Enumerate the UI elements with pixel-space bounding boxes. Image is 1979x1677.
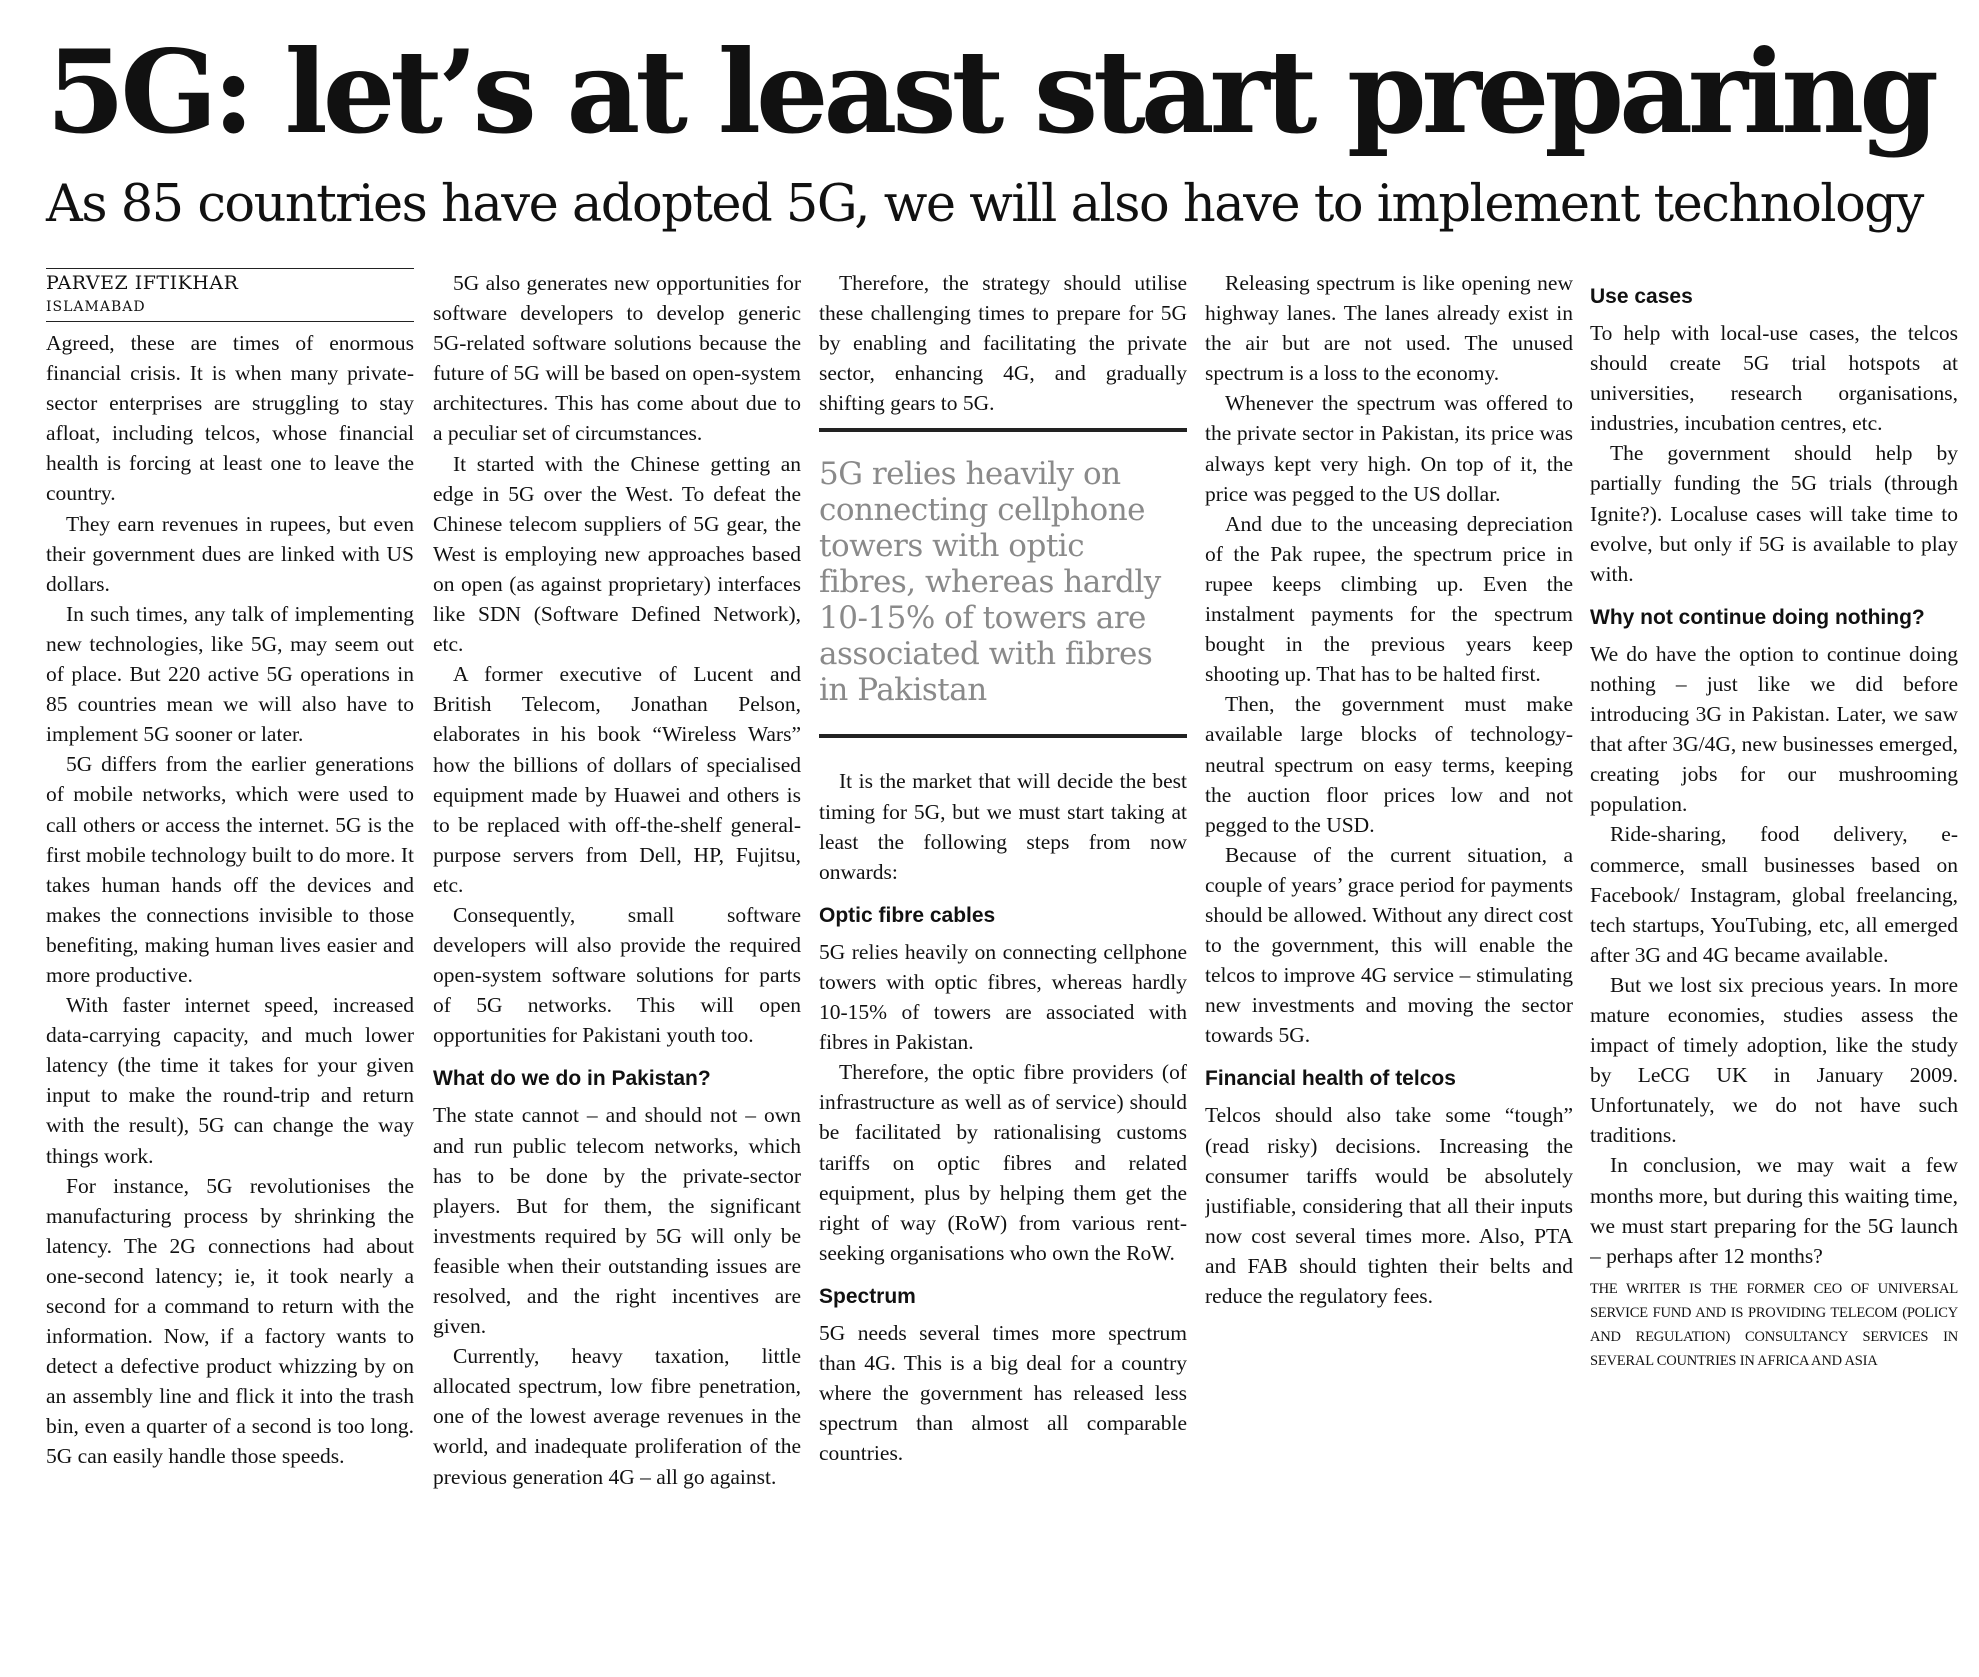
paragraph: The state cannot – and should not – own and run public telecom networks, which has to be done by the private-sector players. But for them, the significant investments required by 5G will only be feasible when their outstanding issues are resolved, and the right incentives are given.	[433, 1103, 801, 1339]
paragraph: Currently, heavy taxation, little allocated spectrum, low fibre penetration, one of the lowest average revenues in the world, and inadequate proliferation of the previous generation 4G – all go against.	[433, 1344, 801, 1489]
paragraph: 5G differs from the earlier generations of mobile networks, which were used to call others or access the internet. 5G is the first mobile technology built to do more. It takes human hands off the devices and makes the connections invisible to those benefiting, making human lives easier and more productive.	[46, 752, 414, 987]
section-heading-optic: Optic fibre cables	[819, 903, 996, 927]
paragraph: And due to the unceasing depreciation of the Pak rupee, the spectrum price in rupee keeps climbing up. Even the instalment payments for the spectrum bought in the previous years keep shooting up. That has to be halted first.	[1205, 511, 1573, 687]
column-1	[46, 268, 414, 1648]
paragraph: Consequently, small software developers will also provide the required open-system software solutions for parts of 5G networks. This will open opportunities for Pakistani youth too.	[433, 902, 801, 1048]
paragraph: Then, the government must make available large blocks of technology-neutral spectrum on easy terms, keeping the auction floor prices low and not pegged to the USD.	[1205, 692, 1573, 837]
paragraph: The government should help by partially funding the 5G trials (through Ignite?). Localuse cases will take time to evolve, but only if 5G is available to play with.	[1590, 441, 1958, 586]
subheadline: As 85 countries have adopted 5G, we will also have to implement technology	[46, 175, 1923, 234]
paragraph: Therefore, the strategy should utilise these challenging times to prepare for 5G by enabling and facilitating the private sector, enhancing 4G, and gradually shifting gears to 5G.	[819, 271, 1187, 416]
paragraph: But we lost six precious years. In more mature economies, studies assess the impact of timely adoption, like the study by LeCG UK in January 2009. Unfortunately, we do not have such traditions.	[1590, 972, 1958, 1148]
section-heading-spectrum: Spectrum	[819, 1284, 916, 1308]
paragraph: They earn revenues in rupees, but even their government dues are linked with US dollars.	[46, 511, 414, 596]
paragraph: Ride-sharing, food delivery, e-commerce, small businesses based on Facebook/ Instagram, global freelancing, tech startups, YouTubing, etc, all emerged after 3G and 4G became available.	[1590, 822, 1958, 967]
paragraph: Because of the current situation, a couple of years’ grace period for payments should be allowed. Without any direct cost to the government, this will enable the telcos to improve 4G service – stimulating new investments and moving the sector towards 5G.	[1205, 842, 1573, 1048]
headline: 5G: let’s at least start preparing	[46, 25, 1934, 159]
section-heading-financial: Financial health of telcos	[1205, 1067, 1456, 1091]
paragraph: 5G needs several times more spectrum than 4G. This is a big deal for a country where the government has released less spectrum than almost all comparable countries.	[819, 1320, 1187, 1466]
paragraph: Whenever the spectrum was offered to the private sector in Pakistan, its price was always kept very high. On top of it, the price was pegged to the US dollar.	[1205, 391, 1573, 506]
column-3	[819, 268, 1187, 1648]
paragraph: In conclusion, we may wait a few months more, but during this waiting time, we must start preparing for the 5G launch – perhaps after 12 months?	[1590, 1153, 1958, 1268]
section-heading-pakistan: What do we do in Pakistan?	[433, 1067, 711, 1091]
paragraph: Therefore, the optic fibre providers (of infrastructure as well as of service) should be facilitated by rationalising customs tariffs on optic fibres and related equipment, plus by helping them get the right of way (RoW) from various rent-seeking organisations who own the RoW.	[819, 1060, 1187, 1265]
paragraph: 5G relies heavily on connecting cellphone towers with optic fibres, whereas hardly 10-15% of towers are associated with fibres in Pakistan.	[819, 939, 1187, 1055]
pull-quote: 5G relies heavily on connecting cellphone towers with optic fibres, whereas hardly 10-15% of towers are associated with fibres in Pakistan	[819, 428, 1187, 738]
dateline: ISLAMABAD	[46, 297, 414, 322]
column-4	[1205, 268, 1573, 1648]
paragraph: For instance, 5G revolutionises the manufacturing process by shrinking the latency. The 2G connections had about one-second latency; ie, it took nearly a second for a command to return with the information. Now, if a factory wants to detect a defective product whizzing by on an assembly line and flick it into the trash bin, even a quarter of a second is too long. 5G can easily handle those speeds.	[46, 1173, 414, 1469]
section-heading-use-cases: Use cases	[1590, 285, 1693, 308]
author-bio: THE WRITER IS THE FORMER CEO OF UNIVERSAL SERVICE FUND AND IS PROVIDING TELECOM (POLICY AND REGULATION) CONSULTANCY SERVICES IN SEVERAL COUNTRIES IN AFRICA AND ASIA	[1590, 1280, 1958, 1369]
paragraph: We do have the option to continue doing nothing – just like we did before introducing 3G in Pakistan. Later, we saw that after 3G/4G, new businesses emerged, creating jobs for our mushrooming population.	[1590, 641, 1958, 817]
author-byline: PARVEZ IFTIKHAR	[46, 272, 239, 294]
paragraph: 5G also generates new opportunities for software developers to develop generic 5G-related software solutions because the future of 5G will be based on open-system architectures. This has come about due to a peculiar set of circumstances.	[433, 271, 801, 446]
paragraph: Releasing spectrum is like opening new highway lanes. The lanes already exist in the air but are not used. The unused spectrum is a loss to the economy.	[1205, 271, 1573, 386]
paragraph: With faster internet speed, increased data-carrying capacity, and much lower latency (the time it takes for your given input to make the round-trip and return with the result), 5G can change the way things work.	[46, 993, 414, 1168]
paragraph: In such times, any talk of implementing new technologies, like 5G, may seem out of place. But 220 active 5G operations in 85 countries mean we will also have to implement 5G sooner or later.	[46, 601, 414, 747]
paragraph: Telcos should also take some “tough” (read risky) decisions. Increasing the consumer tariffs would be absolutely justifiable, considering that all their inputs now cost several times more. Also, PTA and FAB should tighten their belts and reduce the regulatory fees.	[1205, 1103, 1573, 1308]
column-2	[433, 268, 801, 1648]
paragraph: It started with the Chinese getting an edge in 5G over the West. To defeat the Chinese telecom suppliers of 5G gear, the West is employing new approaches based on open (as against proprietary) interfaces like SDN (Software Defined Network), etc.	[433, 451, 801, 657]
section-heading-why-not: Why not continue doing nothing?	[1590, 605, 1925, 629]
paragraph: A former executive of Lucent and British Telecom, Jonathan Pelson, elaborates in his book “Wireless Wars” how the billions of dollars of specialised equipment made by Huawei and others is to be replaced with off-the-shelf general-purpose servers from Dell, HP, Fujitsu, etc.	[433, 662, 801, 897]
paragraph: Agreed, these are times of enormous financial crisis. It is when many private-sector enterprises are struggling to stay afloat, including telcos, whose financial health is forcing at least one to leave the country.	[46, 331, 414, 506]
paragraph: To help with local-use cases, the telcos should create 5G trial hotspots at universities, research organisations, industries, incubation centres, etc.	[1590, 321, 1958, 436]
paragraph: It is the market that will decide the best timing for 5G, but we must start taking at least the following steps from now onwards:	[819, 769, 1187, 884]
column-5	[1590, 268, 1958, 1648]
